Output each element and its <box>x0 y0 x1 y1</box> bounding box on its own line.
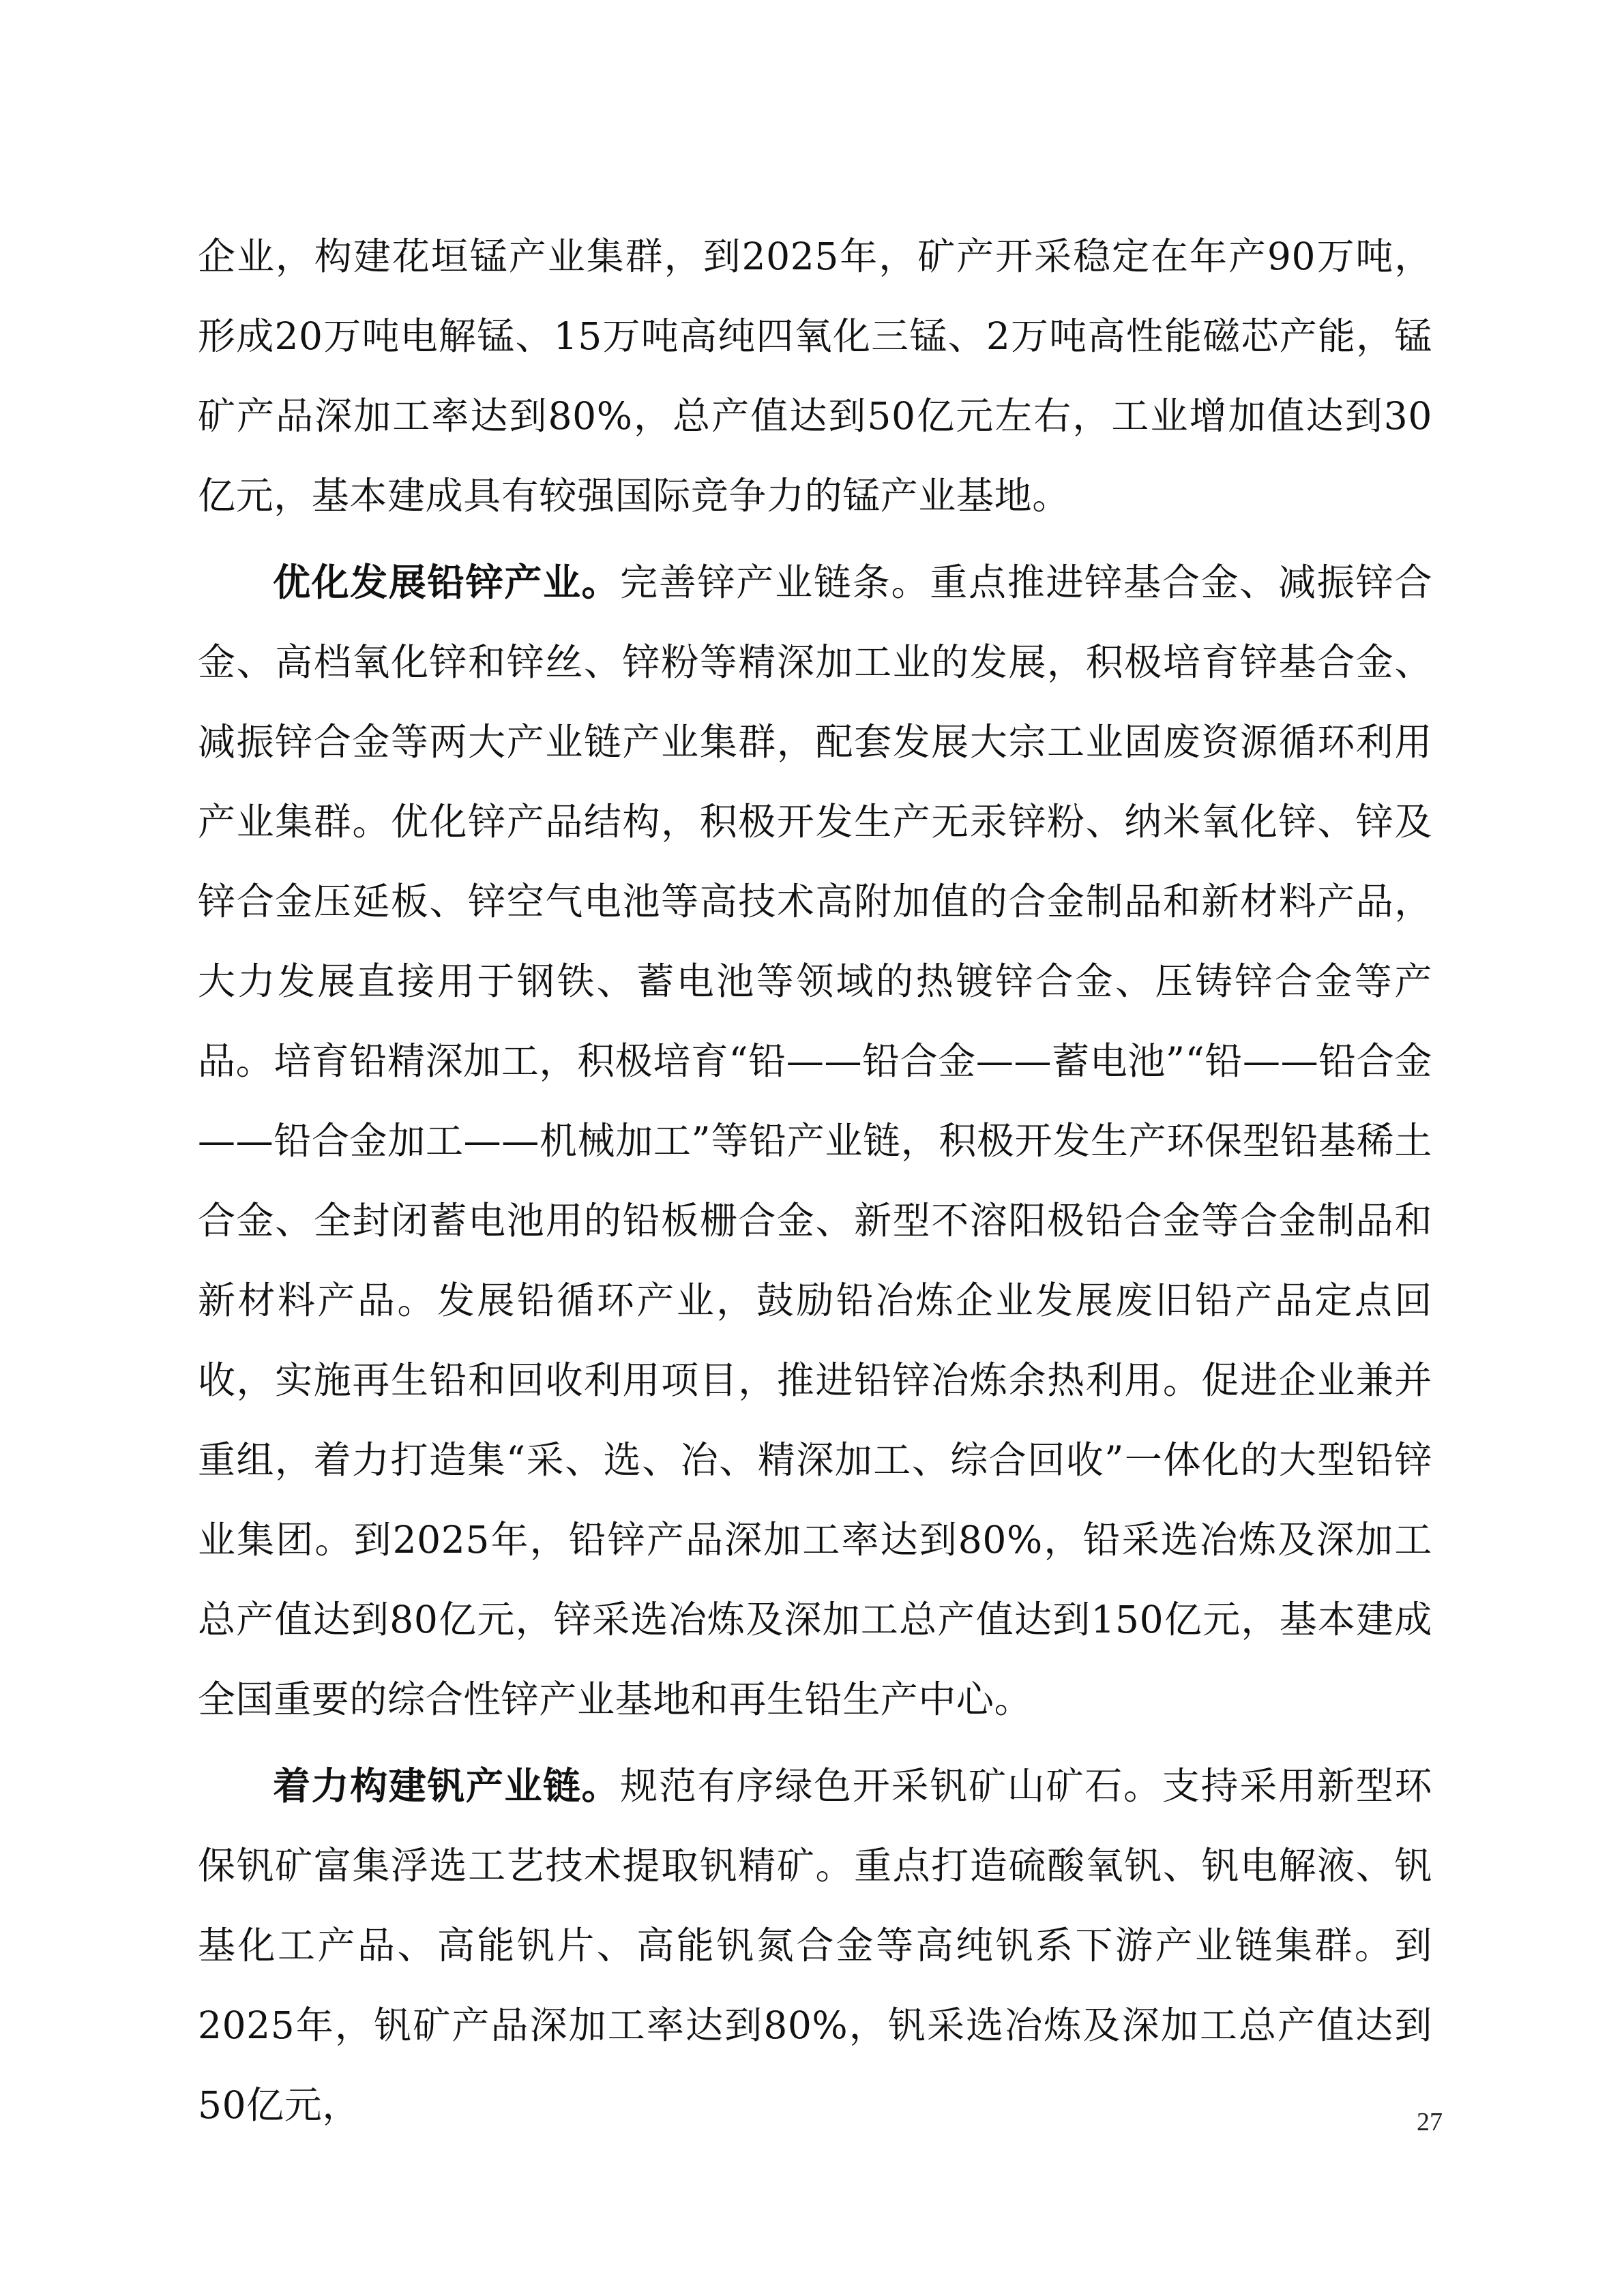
paragraph-vanadium <box>198 1746 1432 2145</box>
paragraph-text: 规范有序绿色开采钒矿山矿石。支持采用新型环保钒矿富集浮选工艺技术提取钒精矿。重点打造硫酸氧钒、钒电解液、钒基化工产品、高能钒片、高能钒氮合金等高纯钒系下游产业链集群。到2025年，钒矿产品深加工率达到80%，钒采选冶炼及深加工总产值达到50亿元， <box>198 1764 1432 2127</box>
paragraph-text: 企业，构建花垣锰产业集群，到2025年，矿产开采稳定在年产90万吨，形成20万吨电解锰、15万吨高纯四氧化三锰、2万吨高性能磁芯产能，锰矿产品深加工率达到80%，总产值达到50亿元左右，工业增加值达到30亿元，基本建成具有较强国际竞争力的锰产业基地。 <box>198 235 1432 518</box>
document-body <box>198 217 1432 2145</box>
paragraph-manganese-continued <box>198 217 1432 536</box>
paragraph-lead-heading: 着力构建钒产业链。 <box>273 1764 621 1808</box>
paragraph-lead-zinc <box>198 543 1432 1740</box>
paragraph-text: 完善锌产业链条。重点推进锌基合金、减振锌合金、高档氧化锌和锌丝、锌粉等精深加工业的发展，积极培育锌基合金、减振锌合金等两大产业链产业集群，配套发展大宗工业固废资源循环利用产业集群。优化锌产品结构，积极开发生产无汞锌粉、纳米氧化锌、锌及锌合金压延板、锌空气电池等高技术高附加值的合金制品和新材料产品，大力发展直接用于钢铁、蓄电池等领域的热镀锌合金、压铸锌合金等产品。培育铅精深加工，积极培育“铅——铅合金——蓄电池”“铅——铅合金——铅合金加工——机械加工”等铅产业链，积极开发生产环保型铅基稀土合金、全封闭蓄电池用的铅板栅合金、新型不溶阳极铅合金等合金制品和新材料产品。发展铅循环产业，鼓励铅冶炼企业发展废旧铅产品定点回收，实施再生铅和回收利用项目，推进铅锌冶炼余热利用。促进企业兼并重组，着力打造集“采、选、冶、精深加工、综合回收”一体化的大型铅锌业集团。到2025年，铅锌产品深加工率达到80%，铅采选冶炼及深加工总产值达到80亿元，锌采选冶炼及深加工总产值达到150亿元，基本建成全国重要的综合性锌产业基地和再生铅生产中心。 <box>198 561 1432 1721</box>
paragraph-lead-heading: 优化发展铅锌产业。 <box>273 561 621 604</box>
page-number: 27 <box>1417 2108 1443 2136</box>
